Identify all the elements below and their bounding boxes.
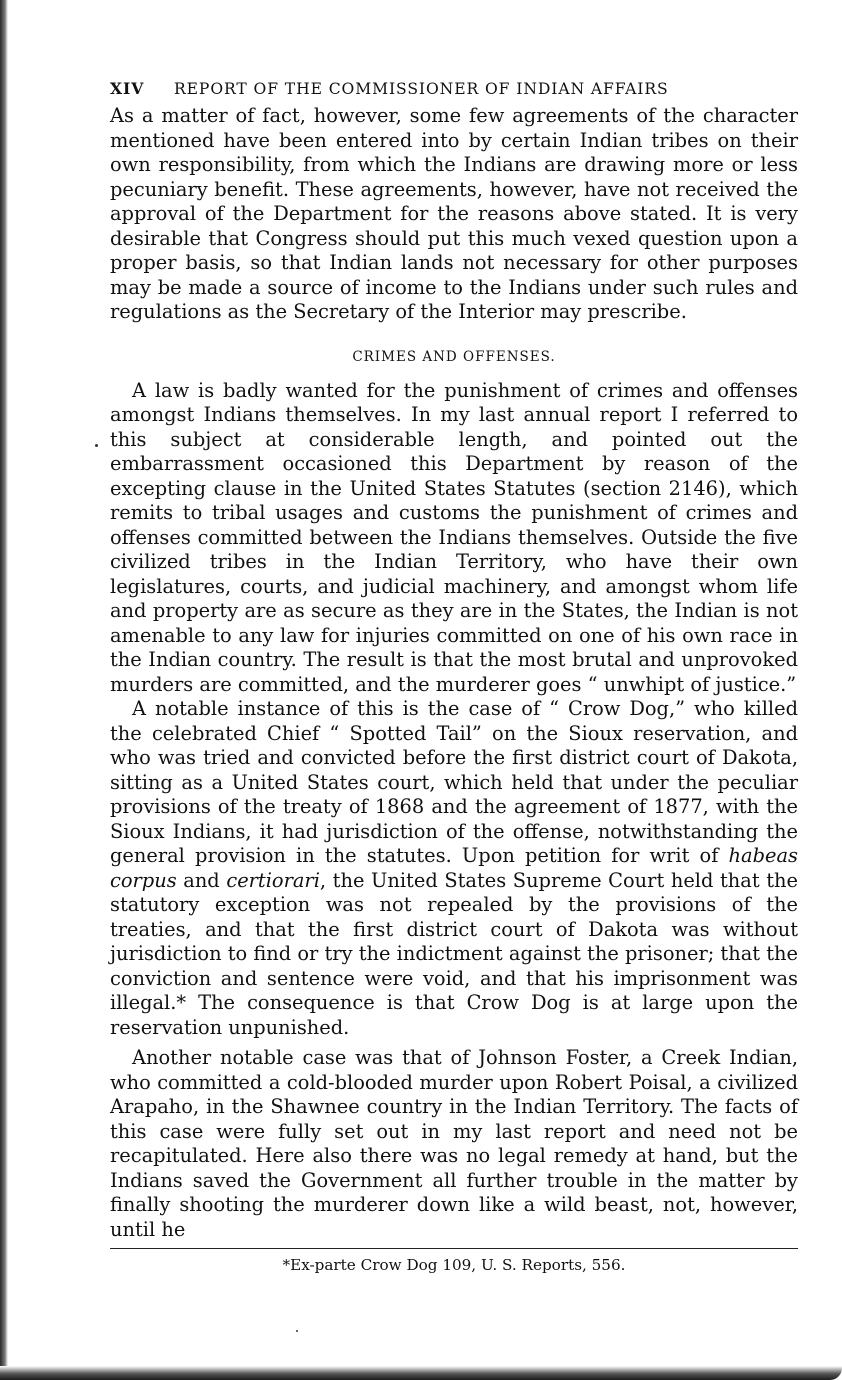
text-run: and: [176, 868, 227, 892]
text-run: A notable instance of this is the case of “ Crow Dog,” who killed the celebrated Chief “ Spotted Tail” on the Sioux reservation, and who was tried and convicted before the first district court of Dakota, sitting as a United States court, which held that under the peculiar provisions of the treaty of 1868 and the agreement of 1877, with the Sioux Indians, it had jurisdiction of the offense, notwithstanding the general provision in the statutes. Upon petition for writ of: [110, 697, 798, 867]
paragraph-law-wanted: A law is badly wanted for the punishment of crimes and offenses amongst Indians themselves. In my last annual report I referred to this subject at considerable length, and pointed out the embarrassment occasioned this Department by reason of the excepting clause in the United States Statutes (section 2146), which remits to tribal usages and customs the punishment of crimes and offenses committed between the Indians themselves. Outside the five civilized tribes in the Indian Territory, who have their own legislatures, courts, and judicial machinery, and amongst whom life and property are as secure as they are in the States, the Indian is not amenable to any law for injuries committed on one of his own race in the Indian country. The result is that the most brutal and unprovoked murders are committed, and the murderer goes “ unwhipt of justice.”: [110, 378, 798, 696]
italic-term: certiorari: [226, 868, 320, 892]
paragraph-agreements: As a matter of fact, however, some few agreements of the character mentioned have been entered into by certain Indian tribes on their own responsibility, from which the Indians are drawing more or less pecuniary benefit. These agreements, however, have not received the approval of the Department for the reasons above stated. It is very desirable that Congress should put this much vexed question upon a proper basis, so that Indian lands not necessary for other purposes may be made a source of income to the Indians under such rules and regulations as the Secretary of the Interior may prescribe.: [110, 104, 798, 323]
running-title: REPORT OF THE COMMISSIONER OF INDIAN AFFAIRS: [174, 80, 669, 98]
scan-left-edge: [0, 0, 8, 1372]
running-header: [110, 74, 798, 104]
italic-term: habeas corpus: [110, 844, 798, 892]
text-run: , the United States Supreme Court held that the statutory exception was not repealed by the provisions of the treaties, and that the first district court of Dakota was without jurisdiction to find or try the indictment against the prisoner; that the conviction and sentence were void, and that his imprisonment was illegal.* The consequence is that Crow Dog is at large upon the reservation unpunished.: [110, 868, 798, 1039]
paragraph-johnson-foster: Another notable case was that of Johnson Foster, a Creek Indian, who committed a cold-blooded murder upon Robert Poisal, a civilized Arapaho, in the Shawnee country in the Indian Territory. The facts of this case were fully set out in my last report and need not be recapitulated. Here also there was no legal remedy at hand, but the Indians saved the Government all further trouble in the matter by finally shooting the murderer down like a wild beast, not, however, until he: [110, 1046, 798, 1241]
footnote: *Ex-parte Crow Dog 109, U. S. Reports, 556.: [282, 1256, 626, 1274]
section-heading: CRIMES AND OFFENSES.: [352, 348, 556, 365]
ink-speck: [296, 1330, 298, 1332]
paragraph-crow-dog: [110, 697, 798, 1040]
ink-speck: [95, 444, 98, 447]
document-page: [110, 74, 798, 1274]
scan-bottom-edge: [0, 1366, 842, 1380]
page-number: XIV: [110, 79, 145, 98]
footnote-rule: [110, 1248, 798, 1249]
